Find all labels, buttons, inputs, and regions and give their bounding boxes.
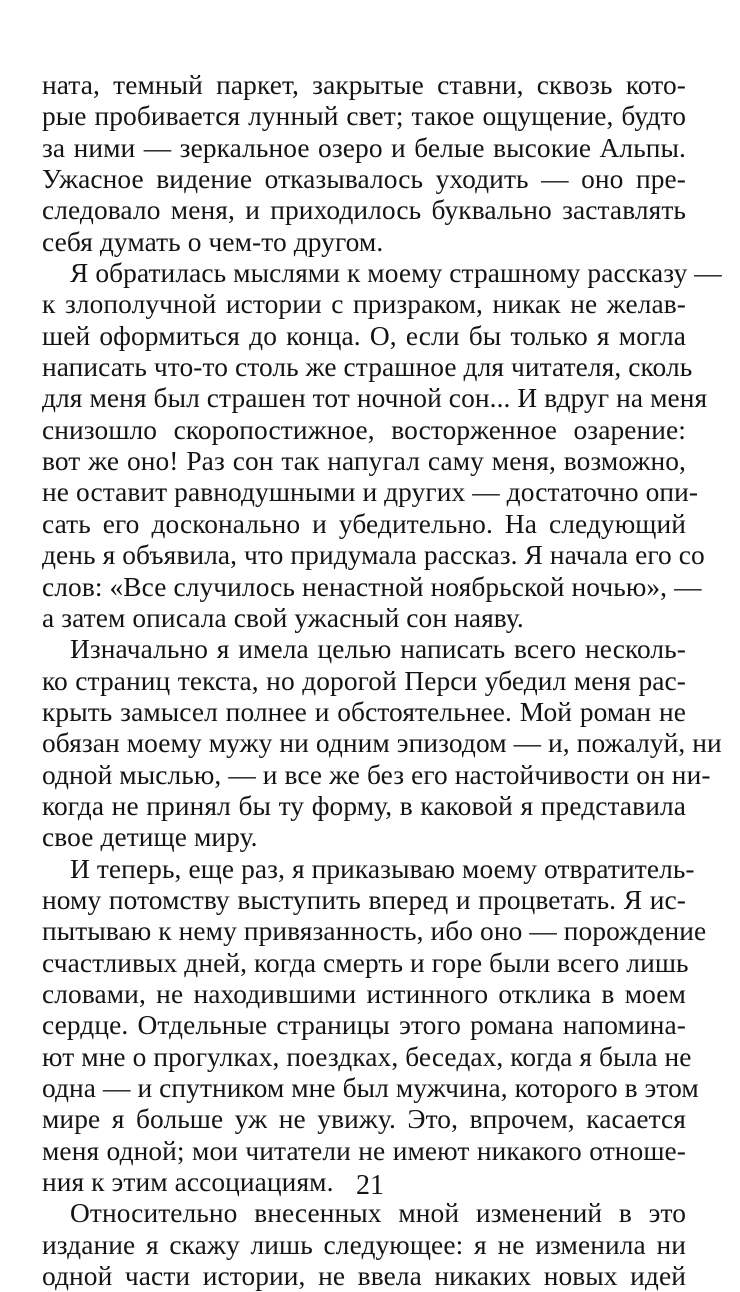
text-line: за ними — зеркальное озеро и белые высокие Альпы.	[42, 132, 686, 163]
text-line: а затем описала свой ужасный сон наяву.	[42, 602, 524, 633]
text-line: меня одной; мои читатели не имеют никакого отноше-	[42, 1135, 686, 1166]
text-line: одной части истории, не ввела никаких новых идей	[42, 1261, 686, 1292]
text-line: Относительно внесенных мной изменений в это	[70, 1198, 686, 1229]
text-line: обязан моему мужу ни одним эпизодом — и, пожалуй, ни	[42, 728, 722, 759]
text-line: мире я больше уж не увижу. Это, впрочем, касается	[42, 1104, 686, 1135]
text-line: И теперь, еще раз, я приказываю моему отвратитель-	[70, 853, 695, 884]
text-line: крыть замысел полнее и обстоятельнее. Мой роман не	[42, 696, 686, 727]
text-line: ко страниц текста, но дорогой Перси убедил меня рас-	[42, 665, 686, 696]
text-line: словами, не находившими истинного отклика в моем	[42, 978, 686, 1009]
text-line: себя думать о чем-то другом.	[42, 226, 384, 257]
text-line: ному потомству выступить вперед и процветать. Я ис-	[42, 884, 686, 915]
body-text	[42, 70, 722, 1292]
text-line: Изначально я имела целью написать всего несколь-	[70, 634, 686, 665]
text-line: слов: «Все случилось ненастной ноябрьской ночью», —	[42, 571, 702, 602]
text-line: к злополучной истории с призраком, никак не желав-	[42, 289, 686, 320]
text-line: когда не принял бы ту форму, в каковой я представила	[42, 790, 686, 821]
text-line: одна — и спутником мне был мужчина, которого в этом	[42, 1073, 699, 1103]
text-line: одной мыслью, — и все же без его настойчивости он ни-	[42, 759, 711, 790]
text-line: сать его досконально и убедительно. На следующий	[42, 508, 686, 539]
text-line: Ужасное видение отказывалось уходить — оно пре-	[42, 164, 686, 195]
text-line: пытываю к нему привязанность, ибо оно — порождение	[42, 916, 707, 947]
text-line: Я обратилась мыслями к моему страшному рассказу —	[70, 258, 722, 289]
text-line: шей оформиться до конца. О, если бы только я могла	[42, 320, 686, 351]
text-line: сердце. Отдельные страницы этого романа напомина-	[42, 1010, 686, 1041]
text-line: для меня был страшен тот ночной сон... И вдруг на меня	[42, 383, 708, 414]
page-number: 21	[356, 1170, 384, 1201]
text-line: не оставит равнодушными и других — достаточно опи-	[42, 477, 699, 508]
text-line: счастливых дней, когда смерть и горе были всего лишь	[42, 947, 689, 978]
text-line: написать что-то столь же страшное для читателя, сколь	[42, 352, 693, 383]
text-line: свое детище миру.	[42, 822, 258, 853]
text-line: издание я скажу лишь следующее: я не изменила ни	[42, 1229, 686, 1260]
text-line: ют мне о прогулках, поездках, беседах, когда я была не	[42, 1041, 692, 1072]
text-line: ния к этим ассоциациям.	[42, 1167, 334, 1198]
text-line: следовало меня, и приходилось буквально заставлять	[42, 195, 686, 226]
text-line: рые пробивается лунный свет; такое ощущение, будто	[42, 101, 686, 132]
text-line: ната, темный паркет, закрытые ставни, сквозь кото-	[42, 70, 686, 100]
text-line: день я объявила, что придумала рассказ. Я начала его со	[42, 540, 705, 571]
text-line: вот же оно! Раз сон так напугал саму меня, возможно,	[42, 446, 686, 477]
text-line: снизошло скоропостижное, восторженное озарение:	[42, 414, 686, 445]
